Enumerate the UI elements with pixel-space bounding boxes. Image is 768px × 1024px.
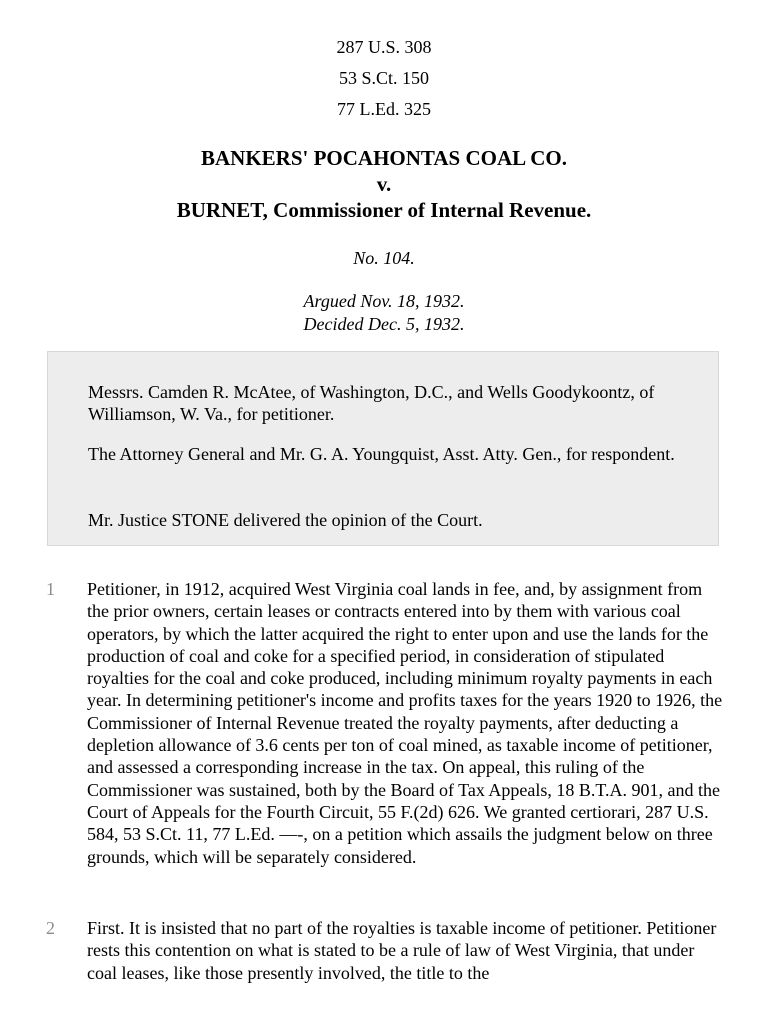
case-title-versus: v. bbox=[376, 172, 392, 196]
counsel-box bbox=[47, 351, 719, 546]
counsel-respondent: The Attorney General and Mr. G. A. Youngquist, Asst. Atty. Gen., for respondent. bbox=[88, 444, 675, 464]
opinion-author: Mr. Justice STONE delivered the opinion of the Court. bbox=[88, 510, 483, 530]
paragraph-number: 2 bbox=[46, 918, 55, 938]
case-title-petitioner: BANKERS' POCAHONTAS COAL CO. bbox=[201, 146, 567, 170]
decided-date: Decided Dec. 5, 1932. bbox=[303, 314, 465, 334]
case-title-respondent: BURNET, Commissioner of Internal Revenue. bbox=[176, 198, 592, 222]
counsel-petitioner: Messrs. Camden R. McAtee, of Washington, D.C., and Wells Goodykoontz, of Williamson, W. Va., for petitioner. bbox=[88, 382, 655, 424]
citation-us: 287 U.S. 308 bbox=[336, 37, 432, 57]
docket-number: No. 104. bbox=[353, 248, 415, 268]
citation-led: 77 L.Ed. 325 bbox=[337, 99, 431, 119]
paragraph-number: 1 bbox=[46, 579, 55, 599]
paragraph-text: First. It is insisted that no part of the royalties is taxable income of petitioner. Petitioner rests this contention on what is stated to be a rule of law of West Virginia, that under coal leases, like those presently involved, the title to the bbox=[87, 918, 717, 983]
case-title bbox=[0, 145, 768, 223]
argued-date: Argued Nov. 18, 1932. bbox=[303, 291, 465, 311]
citation-sct: 53 S.Ct. 150 bbox=[338, 68, 430, 88]
paragraph-text: Petitioner, in 1912, acquired West Virginia coal lands in fee, and, by assignment from the prior owners, certain leases or contracts entered into by them with various coal operators, by which the latter acquired the right to enter upon and use the lands for the production of coal and coke for a specified period, in consideration of stipulated royalties for the coal and coke produced, including minimum royalty payments in each year. In determining petitioner's income and profits taxes for the years 1920 to 1926, the Commissioner of Internal Revenue treated the royalty payments, after deducting a depletion allowance of 3.6 cents per ton of coal mined, as taxable income of petitioner, and assessed a corresponding increase in the tax. On appeal, this ruling of the Commissioner was sustained, both by the Board of Tax Appeals, 18 B.T.A. 901, and the Court of Appeals for the Fourth Circuit, 55 F.(2d) 626. We granted certiorari, 287 U.S. 584, 53 S.Ct. 11, 77 L.Ed. —-, on a petition which assails the judgment below on three grounds, which will be separately considered. bbox=[87, 579, 723, 867]
case-dates bbox=[0, 290, 768, 336]
